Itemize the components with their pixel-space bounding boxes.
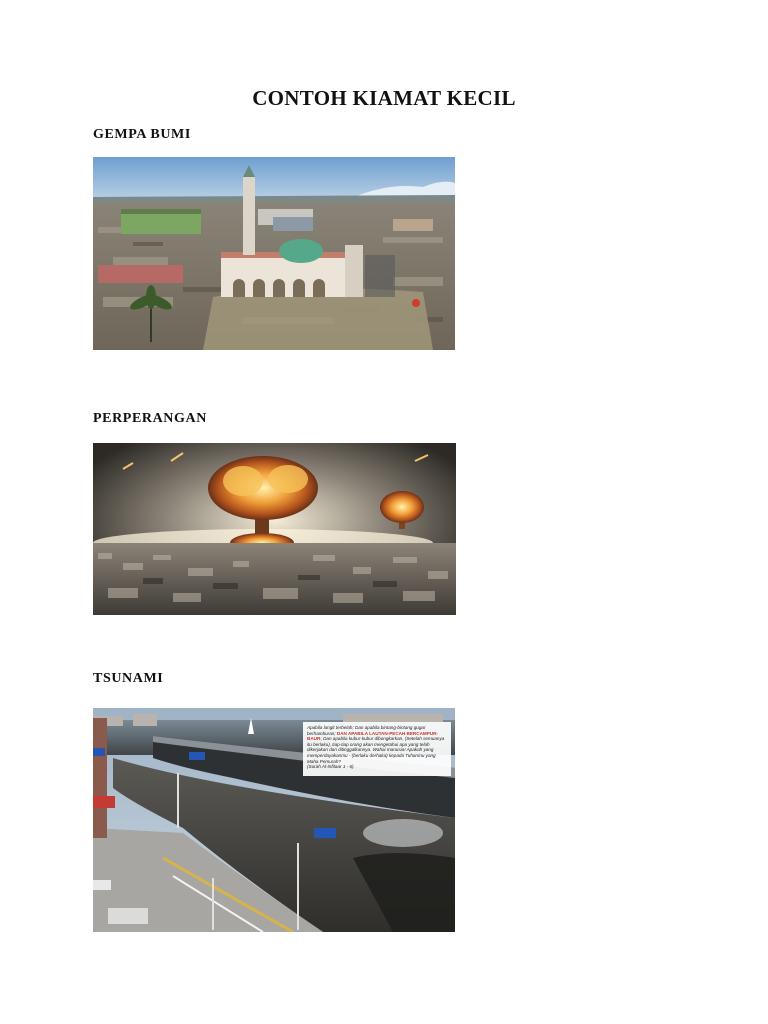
- tsunami-quote-overlay: [303, 722, 451, 776]
- tsunami-photo: [93, 708, 455, 932]
- quote-highlight: DAN APABILA LAUTAN-PECAH BERCAMPUR-BAUR;: [307, 730, 438, 742]
- section-heading-perperangan: PERPERANGAN: [93, 411, 207, 426]
- war-explosion-photo: [93, 443, 456, 615]
- section-heading-tsunami: TSUNAMI: [93, 671, 164, 686]
- earthquake-photo: [93, 157, 455, 350]
- quote-line-2: Dan apabila kubur-kubur dibongkarkan, (Setelah semuanya itu berlaku), tiap-tiap orang akan mengetahui apa yang telah dikerjakan dan ditinggalkannya. Wahai manusia! Apakah yang memperdayakanmu - (berlaku derhaka) kepada Tuhanmu yang Maha Pemurah?: [307, 736, 445, 764]
- section-heading-gempa-bumi: GEMPA BUMI: [93, 127, 191, 142]
- quote-citation: (Surah Al-Infitaar 1 - 6): [307, 764, 354, 770]
- page-title: CONTOH KIAMAT KECIL: [252, 86, 516, 110]
- quote-line-1: Apabila langit terbelah; Dan apabila bintang-bintang gugar berhamburan;: [307, 725, 426, 736]
